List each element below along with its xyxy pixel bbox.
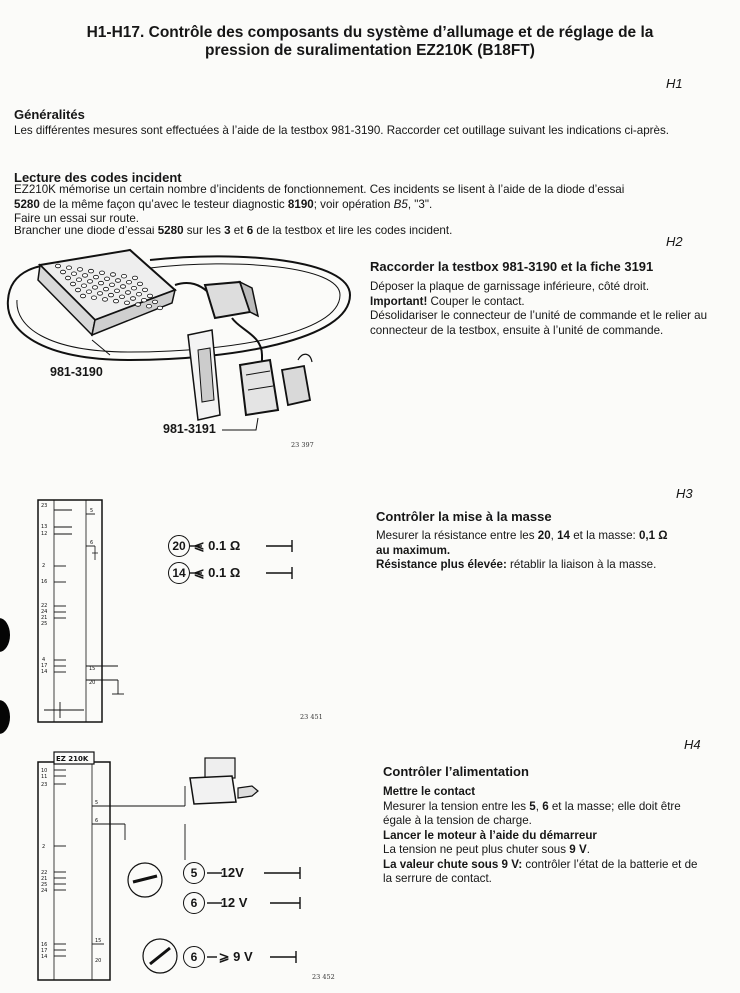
important-label: Important! <box>370 294 428 308</box>
generalites-text: Les différentes mesures sont effectuées à l’aide de la testbox 981-3190. Raccorder cet outillage suivant les indications ci-après. <box>14 124 669 137</box>
pin-label-h3: 6 <box>90 540 94 546</box>
h3-line-2: au maximum. <box>376 543 451 557</box>
resistance-value: 0,1 Ω <box>638 529 668 542</box>
measurement-value: ⩽ 0.1 Ω <box>193 538 241 553</box>
lecture-text: de la testbox et lire les codes incident. <box>253 226 453 236</box>
lecture-text: et <box>230 226 247 236</box>
h4-step-1-text <box>383 800 708 829</box>
pin-circle: 20 <box>168 535 190 557</box>
pin-label-h4: 5 <box>95 800 99 806</box>
pin-label-h3: 16 <box>41 579 48 585</box>
title-line-2: pression de suralimentation EZ210K (B18FT) <box>205 42 535 59</box>
pin-label-h3: 14 <box>41 669 48 675</box>
h4-text-part: La tension ne peut plus chuter sous <box>383 843 570 856</box>
pin-ref: 6 <box>246 226 254 236</box>
pin-circle: 6 <box>183 946 205 968</box>
h2-line-3: Désolidariser le connecteur de l’unité de commande et le relier au connecteur de la testbox, ensuite à l’unité de commande. <box>370 309 708 337</box>
tool-5280: 5280 <box>14 197 40 211</box>
lecture-text: ; voir opération <box>313 197 394 211</box>
h4-text-part: , <box>535 799 543 813</box>
pin-label-h3: 5 <box>90 508 94 514</box>
h3-text-part: , <box>550 529 558 542</box>
pin-label-h4: 6 <box>95 818 99 824</box>
figure-number-h3: 23 451 <box>300 713 323 721</box>
pin-label-h3: 22 <box>41 603 48 609</box>
h4-step-2-heading: Lancer le moteur à l’aide du démarreur <box>383 828 597 842</box>
lecture-text: sur les <box>183 226 225 236</box>
measurement-value: ⩾ 9 V <box>218 949 253 964</box>
figure-number-h2: 23 397 <box>291 441 314 449</box>
pin-label-h3: 13 <box>41 524 48 530</box>
label-testbox: 981-3190 <box>50 365 103 379</box>
pin-label-h4: 17 <box>41 948 48 954</box>
h4-text <box>383 785 708 887</box>
measurement-value: 12 V <box>220 895 248 910</box>
pin-label-h4: 24 <box>41 888 48 894</box>
h3-heading: Contrôler la mise à la masse <box>376 509 552 524</box>
tool-8190: 8190 <box>287 197 314 211</box>
pin-ref: 14 <box>557 529 571 542</box>
voltage-value: 9 V <box>569 843 587 856</box>
h2-heading: Raccorder la testbox 981-3190 et la fiche 3191 <box>370 259 654 274</box>
lecture-heading: Lecture des codes incident <box>14 170 182 185</box>
pin-ref: 6 <box>542 799 549 813</box>
pin-label-h4: 14 <box>41 954 48 960</box>
pin-ref: 5 <box>529 799 536 813</box>
pin-label-h4: 2 <box>42 844 46 850</box>
section-tag-h4: H4 <box>684 737 701 752</box>
pin-label-h4: 20 <box>95 958 102 964</box>
condition-label: La valeur chute sous 9 V: <box>383 857 523 871</box>
pin-label-h4: 15 <box>95 938 102 944</box>
pin-label-h3: 24 <box>41 609 48 615</box>
pin-label-h4: 25 <box>41 882 48 888</box>
h4-text-part: contrôler l’état de la batterie et de la serrure de contact. <box>383 857 698 885</box>
pin-circle: 6 <box>183 892 205 914</box>
section-tag-h2: H2 <box>666 234 683 249</box>
h4-step-3-text <box>383 858 708 887</box>
lecture-text: , "3". <box>407 197 433 211</box>
lecture-line-3: Faire un essai sur route. <box>14 212 140 225</box>
h3-text-part: rétablir la liaison à la masse. <box>506 558 657 571</box>
measurement-value: ⩽ 0.1 Ω <box>193 565 241 580</box>
pin-circle: 5 <box>183 862 205 884</box>
h2-line-1: Déposer la plaque de garnissage inférieure, côté droit. <box>370 280 650 293</box>
tool-5280: 5280 <box>157 226 184 236</box>
pin-label-h3: 25 <box>41 621 48 627</box>
section-tag-h3: H3 <box>676 486 693 501</box>
h4-step-2-text <box>383 843 708 858</box>
lecture-text: de la même façon qu’avec le testeur diagnostic <box>39 197 288 211</box>
pin-label-h3: 4 <box>42 657 46 663</box>
pin-circle: 14 <box>168 562 190 584</box>
ecu-label: EZ 210K <box>56 755 89 763</box>
figure-number-h4: 23 452 <box>312 973 335 981</box>
h4-step-1-heading: Mettre le contact <box>383 785 476 798</box>
lecture-line-1: EZ210K mémorise un certain nombre d’incidents de fonctionnement. Ces incidents se lisent à l’aide de la diode d’essai <box>14 183 625 196</box>
pin-label-h4: 16 <box>41 942 48 948</box>
pin-label-h3: 20 <box>89 680 96 686</box>
pin-label-h3: 17 <box>41 663 48 669</box>
title-line-1: H1-H17. Contrôle des composants du système d’allumage et de réglage de la <box>86 24 654 41</box>
pin-ref: 3 <box>224 226 231 236</box>
generalites-heading: Généralités <box>14 107 85 122</box>
pin-label-h4: 22 <box>41 870 48 876</box>
h4-text-part: et la masse; elle doit être égale à la tension de charge. <box>383 799 681 827</box>
h2-text-rest: Couper le contact. <box>427 294 525 308</box>
lecture-text: Brancher une diode d’essai <box>14 226 158 236</box>
pin-label-h4: 11 <box>41 774 48 780</box>
pin-label-h3: 21 <box>41 615 48 621</box>
label-fiche: 981-3191 <box>163 422 216 436</box>
h4-text-part: Mesurer la tension entre les <box>383 799 530 813</box>
pin-label-h4: 21 <box>41 876 48 882</box>
h4-text-part: . <box>586 843 590 856</box>
pin-ref: 20 <box>537 529 551 542</box>
pin-label-h3: 23 <box>41 503 48 509</box>
section-tag-h1: H1 <box>666 76 683 91</box>
pin-label-h3: 12 <box>41 531 48 537</box>
measurement-value: 12V <box>220 865 244 880</box>
h4-heading: Contrôler l’alimentation <box>383 764 529 779</box>
h3-text-part: Mesurer la résistance entre les <box>376 529 538 542</box>
operation-ref: B5 <box>393 197 408 211</box>
pin-label-h3: 2 <box>42 563 46 569</box>
pin-label-h4: 10 <box>41 768 48 774</box>
h3-text-part: et la masse: <box>570 529 639 542</box>
pin-label-h3: 15 <box>89 666 96 672</box>
condition-label: Résistance plus élevée: <box>376 558 507 571</box>
pin-label-h4: 23 <box>41 782 48 788</box>
